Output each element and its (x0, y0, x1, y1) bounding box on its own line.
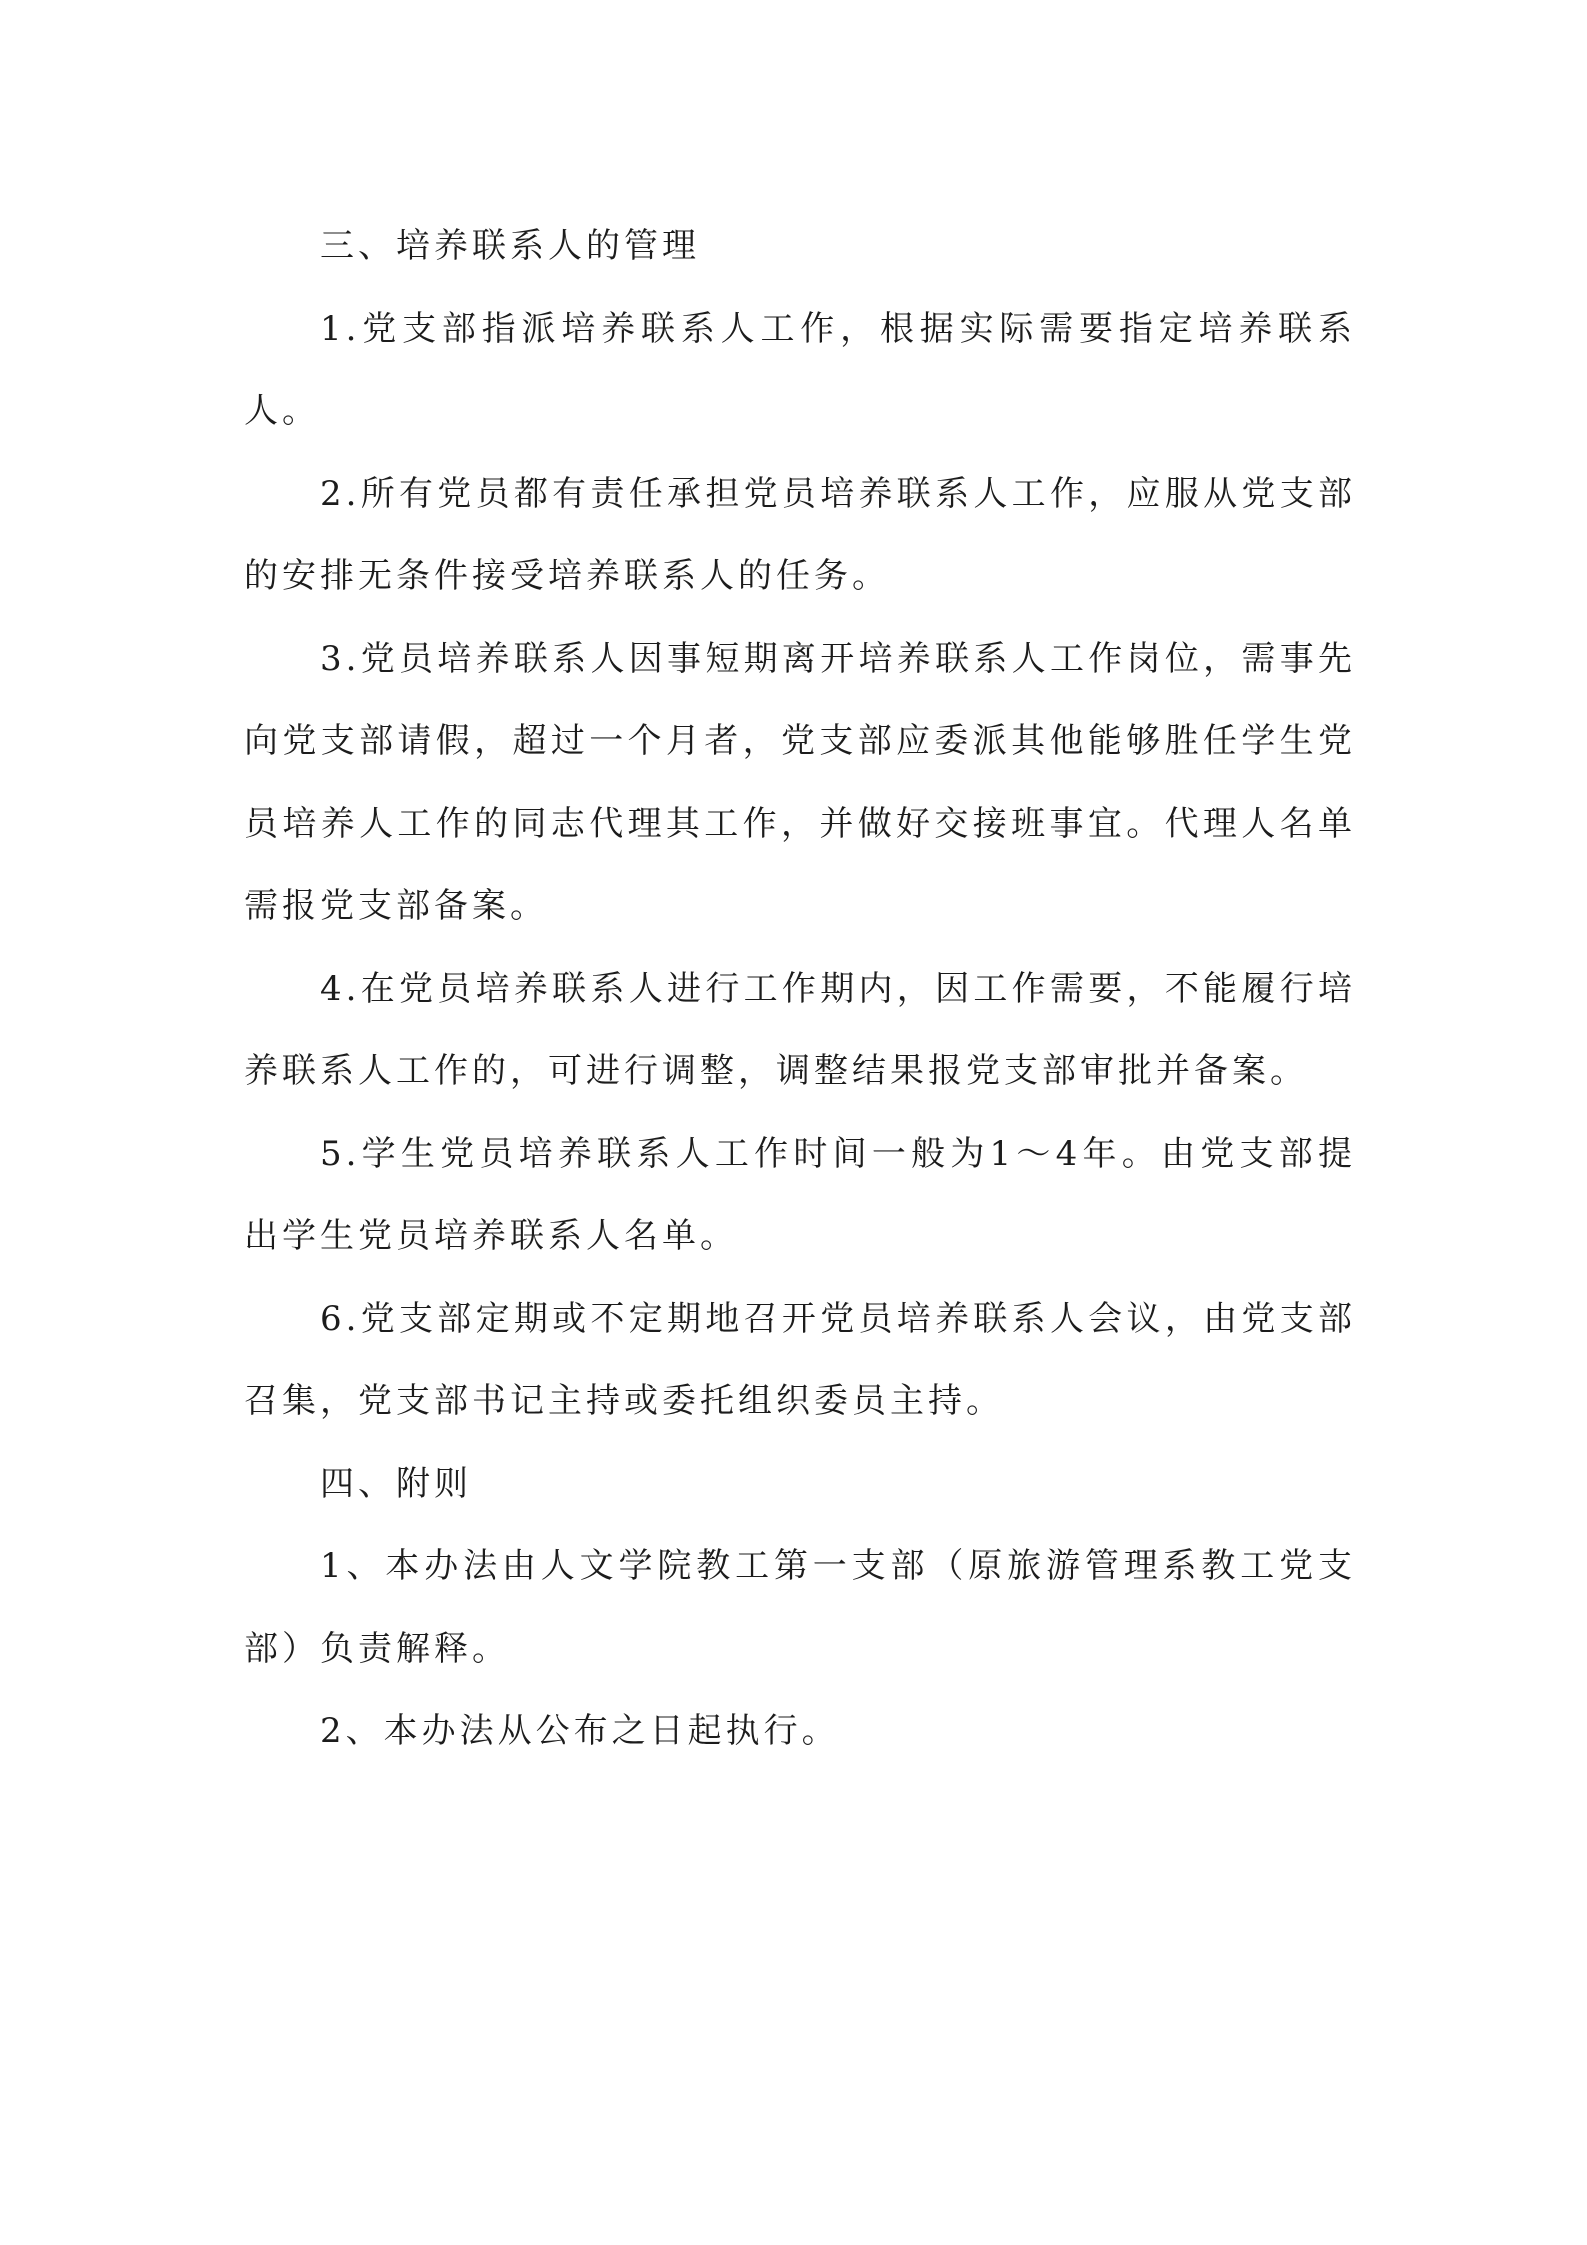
section3-item-5: 5.学生党员培养联系人工作时间一般为1～4年。由党支部提出学生党员培养联系人名单。 (244, 1133, 1356, 1256)
section3-item-1: 1.党支部指派培养联系人工作，根据实际需要指定培养联系人。 (244, 308, 1356, 431)
document-body (244, 205, 1356, 1773)
section-heading-4: 四、附则 (320, 1463, 472, 1504)
section3-item-2: 2.所有党员都有责任承担党员培养联系人工作，应服从党支部的安排无条件接受培养联系人的任务。 (244, 473, 1356, 596)
section4-item-1: 1、本办法由人文学院教工第一支部（原旅游管理系教工党支部）负责解释。 (244, 1546, 1356, 1669)
section3-item-4: 4.在党员培养联系人进行工作期内，因工作需要，不能履行培养联系人工作的，可进行调整，调整结果报党支部审批并备案。 (244, 968, 1356, 1091)
section4-item-2: 2、本办法从公布之日起执行。 (320, 1711, 840, 1751)
section3-item-3: 3.党员培养联系人因事短期离开培养联系人工作岗位，需事先向党支部请假，超过一个月者，党支部应委派其他能够胜任学生党员培养人工作的同志代理其工作，并做好交接班事宜。代理人名单需报党支部备案。 (244, 638, 1356, 926)
section-heading-3: 三、培养联系人的管理 (320, 226, 700, 266)
section3-item-6: 6.党支部定期或不定期地召开党员培养联系人会议，由党支部召集，党支部书记主持或委托组织委员主持。 (244, 1298, 1356, 1421)
